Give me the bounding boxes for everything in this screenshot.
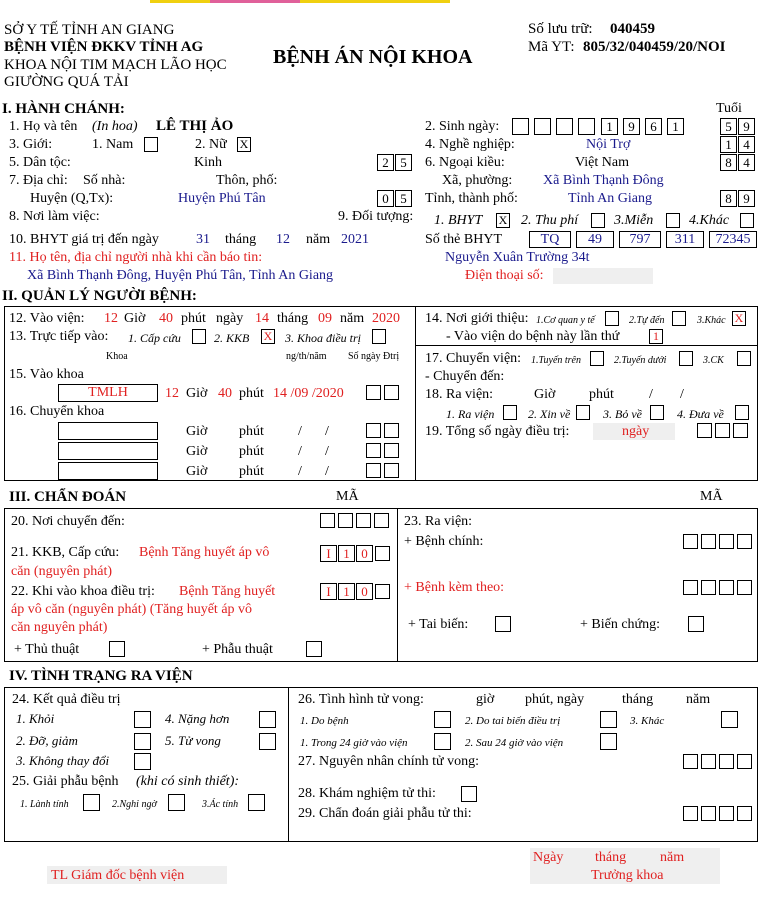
discharge-label: 18. Ra viện:: [425, 387, 494, 402]
comorbidity-label: + Bệnh kèm theo:: [404, 580, 505, 595]
result-improved-checkbox[interactable]: [134, 733, 151, 750]
dept-transfer-slash: /: [298, 444, 302, 459]
dept-entry-hour-label: Giờ: [186, 386, 208, 401]
col-khoa-header: Khoa: [106, 351, 128, 362]
referral-self-label: 2.Tự đến: [629, 315, 665, 326]
diag-kkb-code[interactable]: 1: [338, 545, 355, 562]
pathology-suspect-checkbox[interactable]: [168, 794, 185, 811]
bhyt-month-label: tháng: [225, 232, 257, 247]
admit-day[interactable]: 14: [255, 311, 269, 326]
admit-year-label: năm: [340, 311, 365, 326]
autopsy-diag-code-box[interactable]: [719, 806, 734, 821]
job-value[interactable]: Nội Trợ: [586, 137, 631, 152]
death-year-label: năm: [686, 692, 711, 707]
pathology-suspect-label: 2.Nghi ngờ: [112, 799, 157, 810]
dob-box[interactable]: [578, 118, 595, 135]
gender-male-checkbox[interactable]: [144, 137, 158, 152]
dob-box[interactable]: [556, 118, 573, 135]
direct-kkb-label: 2. KKB: [214, 331, 250, 345]
admit-minute[interactable]: 40: [159, 311, 173, 326]
card-part[interactable]: 49: [576, 231, 614, 248]
referral-self-checkbox[interactable]: [672, 311, 686, 326]
dept-transfer-minute-label: phút: [239, 444, 264, 459]
transfer-ck-label: 3.CK: [703, 355, 724, 366]
accident-label: + Tai biến:: [408, 617, 469, 632]
dept-transfer-days-box[interactable]: [366, 443, 381, 458]
diag-dept-code[interactable]: 1: [338, 583, 355, 600]
discharge-hour-label: Giờ: [534, 387, 556, 402]
dept-transfer-slash: /: [325, 424, 329, 439]
top-border-accent: [210, 0, 300, 3]
card-part[interactable]: TQ: [529, 231, 571, 248]
dob-box[interactable]: [534, 118, 551, 135]
dob-digit[interactable]: 1: [667, 118, 684, 135]
death-cause-treatment-label: 2. Do tai biến điều trị: [465, 715, 561, 727]
referral-other-checkbox[interactable]: X: [732, 311, 746, 326]
dept-transfer-slash: /: [298, 464, 302, 479]
bhyt-month[interactable]: 12: [276, 232, 290, 247]
job-label: 4. Nghề nghiệp:: [425, 137, 515, 152]
village-label: Thôn, phố:: [216, 173, 278, 188]
direct-er-label: 1. Cấp cứu: [128, 331, 181, 345]
dept-transfer-days-box[interactable]: [384, 423, 399, 438]
form-title: BỆNH ÁN NỘI KHOA: [273, 46, 473, 68]
admit-hour[interactable]: 12: [104, 311, 118, 326]
gender-female-label: 2. Nữ: [195, 137, 227, 152]
admit-month[interactable]: 09: [318, 311, 332, 326]
age-header: Tuổi: [716, 101, 742, 116]
discharge-taken-checkbox[interactable]: [735, 405, 749, 420]
autopsy-checkbox[interactable]: [461, 786, 477, 802]
discharge-leave-checkbox[interactable]: [650, 405, 664, 420]
transfer-lower-label: 2.Tuyến dưới: [614, 355, 667, 366]
discharge-request-checkbox[interactable]: [576, 405, 590, 420]
dept-entry-label: 15. Vào khoa: [9, 367, 84, 382]
org-hospital: BỆNH VIỆN ĐKKV TỈNH AG: [4, 39, 204, 55]
storage-label: Số lưu trữ:: [528, 21, 593, 37]
foreign-code-digit[interactable]: 8: [720, 154, 737, 171]
diag-dept-code[interactable]: 0: [356, 583, 373, 600]
diag-kkb-code[interactable]: 0: [356, 545, 373, 562]
total-days-unit: ngày: [622, 424, 650, 439]
dept-transfer-days-box[interactable]: [366, 463, 381, 478]
top-border-strip: [150, 0, 450, 3]
dob-box[interactable]: [512, 118, 529, 135]
diag-dept-text-2[interactable]: áp vô căn (nguyên phát) (Tăng huyết áp vô: [11, 602, 253, 617]
dob-digit[interactable]: 6: [645, 118, 662, 135]
relative-label: 11. Họ tên, địa chỉ người nhà khi cần báo tin:: [9, 250, 263, 265]
transfer-ck-checkbox[interactable]: [737, 351, 751, 366]
main-disease-label: + Bệnh chính:: [404, 534, 484, 549]
dept-transfer-field[interactable]: [58, 462, 158, 480]
autopsy-diag-code-box[interactable]: [737, 806, 752, 821]
admit-month-label: tháng: [277, 311, 309, 326]
diag-kkb-code-box[interactable]: [375, 546, 390, 561]
diag-kkb-code[interactable]: I: [320, 545, 337, 562]
dept-entry-hour[interactable]: 12: [165, 386, 179, 401]
diag-from-label: 20. Nơi chuyển đến:: [11, 514, 125, 529]
death-cause-disease-label: 1. Do bệnh: [300, 715, 349, 727]
transfer-lower-checkbox[interactable]: [679, 351, 693, 366]
ward-label: Xã, phường:: [442, 173, 513, 188]
comorbidity-code-box[interactable]: [701, 580, 716, 595]
code-header-left: MÃ: [336, 489, 359, 504]
dept-transfer-slash: /: [325, 464, 329, 479]
gender-label: 3. Giới:: [9, 137, 53, 152]
death-cause-code-box[interactable]: [719, 754, 734, 769]
diag-kkb-label: 21. KKB, Cấp cứu:: [11, 545, 120, 560]
discharge-leave-label: 3. Bỏ về: [603, 407, 642, 421]
total-days-box[interactable]: [715, 423, 730, 438]
autopsy-label: 28. Khám nghiệm tử thi:: [298, 786, 436, 801]
phone-field[interactable]: [553, 268, 653, 284]
discharge-taken-label: 4. Đưa về: [677, 407, 724, 421]
admit-year[interactable]: 2020: [372, 311, 400, 326]
direct-entry-label: 13. Trực tiếp vào:: [9, 329, 109, 344]
name-hint: (In hoa): [92, 119, 138, 134]
result-worse-checkbox[interactable]: [259, 711, 276, 728]
result-label: 24. Kết quả điều trị: [12, 692, 121, 707]
card-part[interactable]: 72345: [709, 231, 757, 248]
diag-dept-label: 22. Khi vào khoa điều trị:: [11, 584, 155, 599]
object-bhyt-label: 1. BHYT: [434, 213, 483, 228]
foreign-label: 6. Ngoại kiều:: [425, 155, 505, 170]
org-bed-note: GIƯỜNG QUÁ TẢI: [4, 74, 129, 90]
relative-address[interactable]: Xã Bình Thạnh Đông, Huyện Phú Tân, Tỉnh An Giang: [27, 268, 334, 283]
result-unchanged-label: 3. Không thay đổi: [16, 753, 110, 768]
death-label: 26. Tình hình tử vong:: [298, 692, 424, 707]
accident-checkbox[interactable]: [495, 616, 511, 632]
province-code-digit[interactable]: 8: [720, 190, 737, 207]
direct-kkb-checkbox[interactable]: X: [261, 329, 275, 344]
dob-digit[interactable]: 9: [623, 118, 640, 135]
admit-minute-label: phút: [181, 311, 206, 326]
name-value[interactable]: LÊ THỊ ẢO: [156, 118, 234, 134]
discharge-slash: /: [680, 387, 684, 402]
card-label: Số thẻ BHYT: [425, 232, 502, 247]
head-signature-label: Trưởng khoa: [591, 868, 664, 883]
dept-entry-date[interactable]: 14 /09 /2020: [273, 386, 344, 401]
diag-dept-code[interactable]: I: [320, 583, 337, 600]
complication-checkbox[interactable]: [688, 616, 704, 632]
main-disease-code-box[interactable]: [683, 534, 698, 549]
job-code-digit[interactable]: 1: [720, 136, 737, 153]
bhyt-year-label: năm: [306, 232, 331, 247]
diag-from-code-box[interactable]: [374, 513, 389, 528]
age-digit[interactable]: 5: [720, 118, 737, 135]
comorbidity-code-box[interactable]: [737, 580, 752, 595]
diag-from-code-box[interactable]: [338, 513, 353, 528]
death-within-24h-label: 1. Trong 24 giờ vào viện: [300, 737, 408, 749]
director-signature-label: TL Giám đốc bệnh viện: [51, 868, 185, 883]
job-code-digit[interactable]: 4: [738, 136, 755, 153]
result-death-label: 5. Tử vong: [165, 733, 221, 748]
foreign-value[interactable]: Việt Nam: [575, 155, 629, 170]
death-cause-treatment-checkbox[interactable]: [600, 711, 617, 728]
complication-label: + Biến chứng:: [580, 617, 661, 632]
object-label: 9. Đối tượng:: [338, 209, 414, 224]
transfer-to-label: - Chuyển đến:: [425, 369, 505, 384]
section-ii-divider: [415, 306, 416, 481]
bhyt-valid-label: 10. BHYT giá trị đến ngày: [9, 232, 159, 247]
diag-kkb-text-2[interactable]: căn (nguyên phát): [11, 564, 113, 579]
col-date-header: ng/th/năm: [286, 351, 327, 362]
yt-label: Mã YT:: [528, 39, 575, 55]
object-fee-label: 2. Thu phí: [521, 213, 579, 228]
phone-label: Điện thoại số:: [465, 268, 544, 283]
referral-medical-checkbox[interactable]: [605, 311, 619, 326]
ward-value[interactable]: Xã Bình Thạnh Đông: [543, 173, 664, 188]
col-days-header: Số ngày Đtrị: [348, 351, 400, 362]
dob-digit[interactable]: 1: [601, 118, 618, 135]
dept-entry-value[interactable]: TMLH: [58, 384, 158, 402]
org-ward: KHOA NỘI TIM MẠCH LÃO HỌC: [4, 57, 227, 73]
pathology-benign-label: 1. Lành tính: [20, 799, 69, 810]
workplace-label: 8. Nơi làm việc:: [9, 209, 100, 224]
pathology-hint: (khi có sinh thiết):: [136, 774, 240, 789]
diag-from-code-box[interactable]: [320, 513, 335, 528]
yt-number: 805/32/040459/20/NOI: [583, 39, 726, 55]
dept-transfer-slash: /: [325, 444, 329, 459]
code-header-right: MÃ: [700, 489, 723, 504]
result-worse-label: 4. Nặng hơn: [165, 711, 230, 726]
death-after-24h-label: 2. Sau 24 giờ vào viện: [465, 737, 564, 749]
section-ii-hdivider: [415, 345, 758, 346]
transfer-upper-label: 1.Tuyến trên: [531, 355, 581, 366]
dept-transfer-label: 16. Chuyển khoa: [9, 404, 105, 419]
name-label: 1. Họ và tên: [9, 119, 78, 134]
address-label: 7. Địa chỉ:: [9, 173, 68, 188]
direct-dept-label: 3. Khoa điều trị: [285, 331, 362, 345]
main-disease-code-box[interactable]: [701, 534, 716, 549]
dept-entry-days-box[interactable]: [366, 385, 381, 400]
object-fee-checkbox[interactable]: [591, 213, 605, 228]
result-cured-checkbox[interactable]: [134, 711, 151, 728]
ethnic-code-digit[interactable]: 5: [395, 154, 412, 171]
object-other-checkbox[interactable]: [740, 213, 754, 228]
foreign-code-digit[interactable]: 4: [738, 154, 755, 171]
dept-entry-days-box[interactable]: [384, 385, 399, 400]
death-month-label: tháng: [622, 692, 654, 707]
death-cause-main-label: 27. Nguyên nhân chính tử vong:: [298, 754, 480, 769]
death-cause-code-box[interactable]: [701, 754, 716, 769]
transfer-upper-checkbox[interactable]: [590, 351, 604, 366]
ethnic-code-digit[interactable]: 2: [377, 154, 394, 171]
dept-transfer-slash: /: [298, 424, 302, 439]
diag-dept-text-1[interactable]: Bệnh Tăng huyết: [179, 584, 276, 599]
result-death-checkbox[interactable]: [259, 733, 276, 750]
province-label: Tỉnh, thành phố:: [425, 191, 518, 206]
autopsy-diag-code-box[interactable]: [701, 806, 716, 821]
dept-entry-minute-label: phút: [239, 386, 264, 401]
comorbidity-code-box[interactable]: [719, 580, 734, 595]
discharge-slash: /: [649, 387, 653, 402]
surgery-label: + Phẫu thuật: [202, 642, 273, 657]
total-days-box[interactable]: [697, 423, 712, 438]
death-cause-other-checkbox[interactable]: [721, 711, 738, 728]
province-value[interactable]: Tỉnh An Giang: [568, 191, 652, 206]
district-value[interactable]: Huyện Phú Tân: [178, 191, 266, 206]
bhyt-year[interactable]: 2021: [341, 232, 369, 247]
gender-male-label: 1. Nam: [92, 137, 134, 152]
result-cured-label: 1. Khỏi: [16, 711, 55, 726]
district-code-digit[interactable]: 0: [377, 190, 394, 207]
pathology-malignant-checkbox[interactable]: [248, 794, 265, 811]
dept-transfer-hour-label: Giờ: [186, 424, 208, 439]
autopsy-diag-code-box[interactable]: [683, 806, 698, 821]
bhyt-day[interactable]: 31: [196, 232, 210, 247]
diag-dept-code-box[interactable]: [375, 584, 390, 599]
main-disease-code-box[interactable]: [737, 534, 752, 549]
diag-dept-text-3[interactable]: căn nguyên phát): [11, 620, 108, 635]
section-iv-divider: [288, 687, 289, 842]
direct-er-checkbox[interactable]: [192, 329, 206, 344]
referral-label: 14. Nơi giới thiệu:: [425, 311, 529, 326]
age-digit[interactable]: 9: [738, 118, 755, 135]
province-code-digit[interactable]: 9: [738, 190, 755, 207]
dept-transfer-hour-label: Giờ: [186, 464, 208, 479]
dept-transfer-minute-label: phút: [239, 464, 264, 479]
death-cause-code-box[interactable]: [683, 754, 698, 769]
death-cause-code-box[interactable]: [737, 754, 752, 769]
autopsy-diag-label: 29. Chẩn đoán giải phẫu tử thi:: [298, 806, 472, 821]
gender-female-checkbox[interactable]: X: [237, 137, 251, 152]
referral-medical-label: 1.Cơ quan y tế: [536, 315, 595, 326]
diag-kkb-text-1[interactable]: Bệnh Tăng huyết áp vô: [139, 545, 270, 560]
dept-transfer-days-box[interactable]: [384, 463, 399, 478]
death-minute-day-label: phút, ngày: [525, 692, 585, 707]
admission-count-label: - Vào viện do bệnh này lần thứ: [446, 329, 620, 344]
admit-hour-label: Giờ: [124, 311, 146, 326]
district-label: Huyện (Q,Tx):: [30, 191, 114, 206]
section-ii-title: II. QUẢN LÝ NGƯỜI BỆNH:: [2, 288, 197, 304]
surgery-checkbox[interactable]: [306, 641, 322, 657]
section-iv-title: IV. TÌNH TRẠNG RA VIỆN: [9, 668, 193, 684]
sign-date-day: Ngày: [533, 850, 564, 865]
dept-transfer-minute-label: phút: [239, 424, 264, 439]
discharge-request-label: 2. Xin về: [528, 407, 571, 421]
storage-number: 040459: [610, 21, 655, 37]
death-hour-label: giờ: [476, 692, 495, 707]
ethnic-label: 5. Dân tộc:: [9, 155, 71, 170]
section-iii-title: III. CHẨN ĐOÁN: [9, 489, 127, 505]
sign-date-year: năm: [660, 850, 685, 865]
dept-transfer-hour-label: Giờ: [186, 444, 208, 459]
hospital-transfer-label: 17. Chuyển viện:: [425, 351, 522, 366]
pathology-label: 25. Giải phẫu bệnh: [12, 774, 119, 789]
object-exempt-checkbox[interactable]: [666, 213, 680, 228]
death-cause-disease-checkbox[interactable]: [434, 711, 451, 728]
admit-day-label: ngày: [216, 311, 244, 326]
discharge-diag-label: 23. Ra viện:: [404, 514, 473, 529]
ethnic-value[interactable]: Kinh: [194, 155, 222, 170]
discharge-minute-label: phút: [589, 387, 614, 402]
dept-transfer-field[interactable]: [58, 422, 158, 440]
main-disease-code-box[interactable]: [719, 534, 734, 549]
card-part[interactable]: 797: [619, 231, 661, 248]
section-i-title: I. HÀNH CHÁNH:: [2, 101, 125, 117]
section-iii-divider: [397, 508, 398, 662]
procedure-label: + Thủ thuật: [14, 642, 80, 657]
diag-from-code-box[interactable]: [356, 513, 371, 528]
death-after-24h-checkbox[interactable]: [600, 733, 617, 750]
admission-count-value[interactable]: 1: [649, 329, 663, 344]
result-unchanged-checkbox[interactable]: [134, 753, 151, 770]
object-other-label: 4.Khác: [689, 213, 730, 228]
total-days-box[interactable]: [733, 423, 748, 438]
dept-entry-minute[interactable]: 40: [218, 386, 232, 401]
pathology-malignant-label: 3.Ác tính: [202, 799, 239, 810]
relative-name[interactable]: Nguyễn Xuân Trường 34t: [445, 250, 590, 265]
house-label: Số nhà:: [83, 173, 126, 188]
object-exempt-label: 3.Miễn: [614, 213, 654, 228]
dept-transfer-field[interactable]: [58, 442, 158, 460]
procedure-checkbox[interactable]: [109, 641, 125, 657]
dept-transfer-days-box[interactable]: [366, 423, 381, 438]
death-cause-other-label: 3. Khác: [630, 715, 665, 727]
object-bhyt-checkbox[interactable]: X: [496, 213, 510, 228]
death-within-24h-checkbox[interactable]: [434, 733, 451, 750]
discharge-normal-label: 1. Ra viện: [446, 407, 495, 421]
dept-transfer-days-box[interactable]: [384, 443, 399, 458]
direct-dept-checkbox[interactable]: [372, 329, 386, 344]
total-days-label: 19. Tổng số ngày điều trị:: [425, 424, 570, 439]
org-department: SỞ Y TẾ TỈNH AN GIANG: [4, 22, 175, 38]
admit-label: 12. Vào viện:: [9, 311, 85, 326]
discharge-normal-checkbox[interactable]: [503, 405, 517, 420]
district-code-digit[interactable]: 5: [395, 190, 412, 207]
result-improved-label: 2. Đỡ, giảm: [16, 733, 78, 748]
comorbidity-code-box[interactable]: [683, 580, 698, 595]
card-part[interactable]: 311: [666, 231, 704, 248]
dob-label: 2. Sinh ngày:: [425, 119, 500, 134]
sign-date-month: tháng: [595, 850, 627, 865]
referral-other-label: 3.Khác: [697, 315, 726, 326]
pathology-benign-checkbox[interactable]: [83, 794, 100, 811]
